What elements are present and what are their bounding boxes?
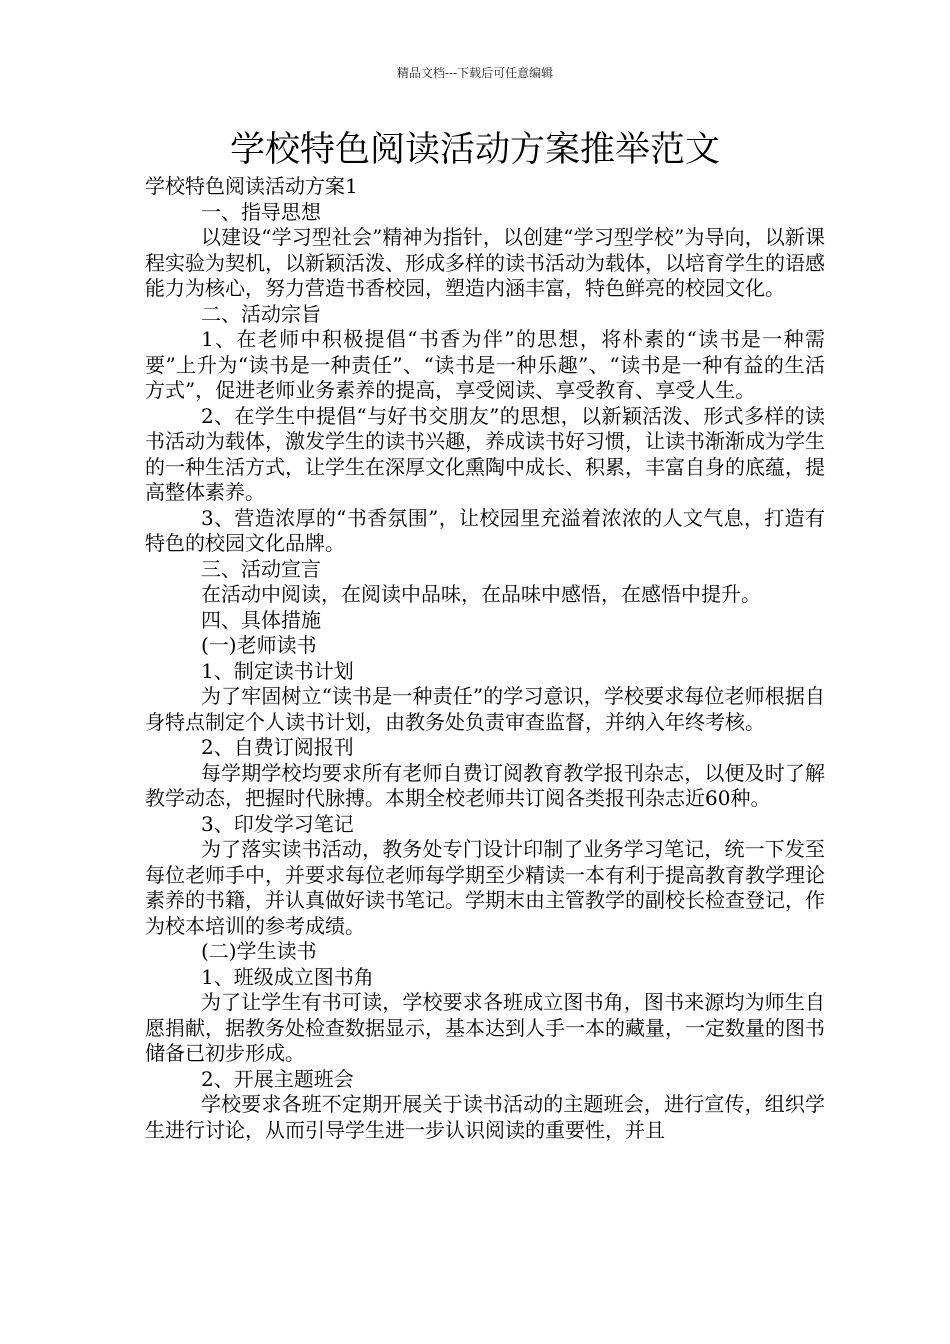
paragraph: 为了牢固树立“读书是一种责任”的学习意识，学校要求每位老师根据自身特点制定个人读书计划，由教务处负责审查监督，并纳入年终考核。: [145, 684, 825, 734]
heading-guiding-ideology: 一、指导思想: [201, 199, 321, 224]
heading-specific-measures: 四、具体措施: [201, 607, 321, 632]
document-title: 学校特色阅读活动方案推举范文: [229, 130, 720, 170]
item-heading: 3、印发学习笔记: [201, 811, 354, 836]
paragraph: 为了让学生有书可读，学校要求各班成立图书角，图书来源均为师生自愿捐献，据教务处检查数据显示，基本达到人手一本的藏量，一定数量的图书储备已初步形成。: [145, 990, 825, 1065]
paragraph: 在活动中阅读，在阅读中品味，在品味中感悟，在感悟中提升。: [201, 582, 761, 606]
item-heading: 1、班级成立图书角: [201, 964, 374, 989]
item-heading: 2、自费订阅报刊: [201, 735, 354, 759]
paragraph: 学校要求各班不定期开展关于读书活动的主题班会，进行宣传，组织学生进行讨论，从而引导学生进一步认识阅读的重要性，并且: [145, 1092, 825, 1142]
heading-activity-purpose: 二、活动宗旨: [201, 301, 321, 326]
paragraph: 以建设“学习型社会”精神为指针，以创建“学习型学校”为导向，以新课程实验为契机，以新颖活泼、形成多样的读书活动为载体，以培育学生的语感能力为核心，努力营造书香校园，塑造内涵丰富，特色鲜亮的校园文化。: [145, 225, 825, 300]
paragraph: 3、营造浓厚的“书香氛围”，让校园里充溢着浓浓的人文气息，打造有特色的校园文化品牌。: [145, 505, 825, 555]
paragraph: 2、在学生中提倡“与好书交朋友”的思想，以新颖活泼、形式多样的读书活动为载体，激发学生的读书兴趣，养成读书好习惯，让读书渐渐成为学生的一种生活方式，让学生在深厚文化熏陶中成长、积累，丰富自身的底蕴，提高整体素养。: [145, 403, 825, 504]
subheading-student-reading: (二)学生读书: [201, 939, 317, 963]
paragraph: 1、在老师中积极提倡“书香为伴”的思想，将朴素的“读书是一种需要”上升为“读书是一种责任”、“读书是一种乐趣”、“读书是一种有益的生活方式”，促进老师业务素养的提高，享受阅读、享受教育、享受人生。: [145, 327, 825, 402]
section-subtitle: 学校特色阅读活动方案1: [145, 174, 358, 198]
item-heading: 1、制定读书计划: [201, 658, 354, 683]
document-body: [145, 174, 825, 1143]
paragraph: 为了落实读书活动，教务处专门设计印制了业务学习笔记，统一下发至每位老师手中，并要求每位老师每学期至少精读一本有利于提高教育教学理论素养的书籍，并认真做好读书笔记。学期末由主管教学的副校长检查登记，作为校本培训的参考成绩。: [145, 837, 825, 938]
heading-activity-declaration: 三、活动宣言: [201, 556, 321, 581]
paragraph: 每学期学校均要求所有老师自费订阅教育教学报刊杂志，以便及时了解教学动态，把握时代脉搏。本期全校老师共订阅各类报刊杂志近60种。: [145, 760, 825, 810]
item-heading: 2、开展主题班会: [201, 1066, 354, 1091]
header-note: 精品文档---下载后可任意编辑: [396, 66, 554, 80]
subheading-teacher-reading: (一)老师读书: [201, 633, 317, 657]
